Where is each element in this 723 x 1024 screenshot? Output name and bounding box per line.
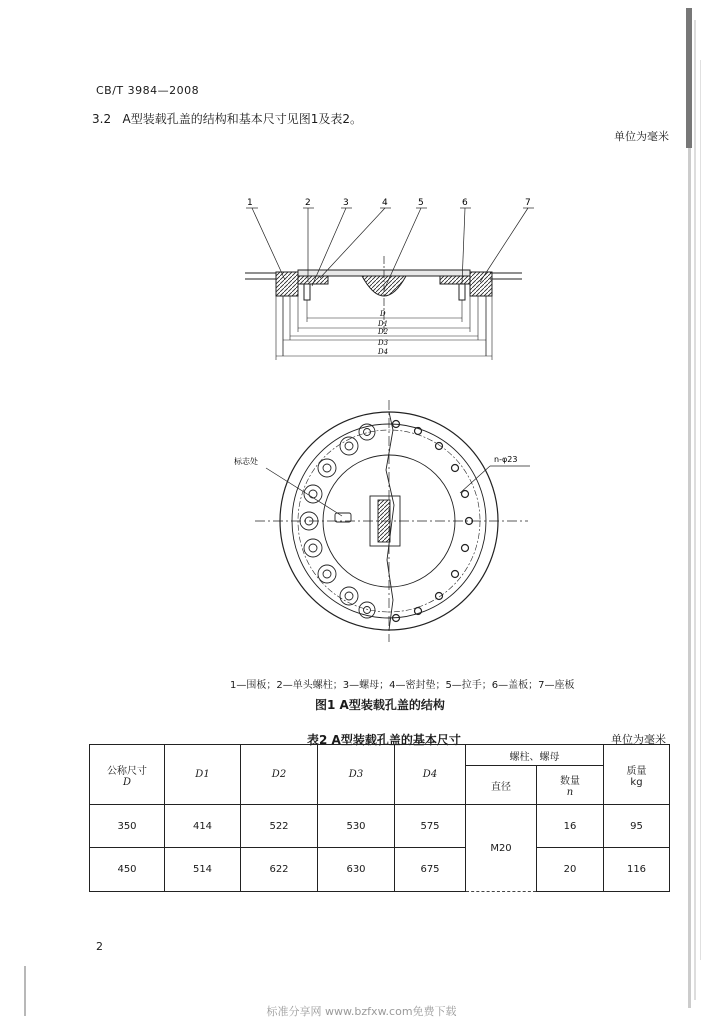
section-view — [245, 198, 534, 360]
dim-D4: D4 — [378, 348, 389, 356]
dim-D2: D2 — [378, 328, 389, 336]
bolt-hole-label: n-φ23 — [494, 455, 518, 464]
header-d2: D2 — [241, 745, 318, 805]
dimensions-table — [89, 744, 670, 892]
header-d1: D1 — [165, 745, 241, 805]
watermark: 标准分享网 www.bzfxw.com免费下载 — [266, 1005, 457, 1018]
callout-2: 2 — [305, 198, 311, 208]
figure-legend: 1—围板；2—单头螺柱；3—螺母；4—密封垫；5—拉手；6—盖板；7—座板 — [230, 680, 575, 691]
callout-1: 1 — [247, 198, 253, 208]
scan-left-noise — [20, 960, 32, 1020]
callout-3: 3 — [343, 198, 349, 208]
scan-edge-noise — [684, 0, 723, 1024]
page-number: 2 — [96, 940, 103, 953]
table-unit-note: 单位为毫米 — [611, 733, 666, 746]
header-nominal: 公称尺寸 D — [90, 745, 165, 805]
diameter-value: M20 — [466, 805, 537, 892]
document-code: CB/T 3984—2008 — [96, 84, 200, 97]
header-d3: D3 — [318, 745, 395, 805]
table-row: 450 514 622 630 675 20 116 — [90, 848, 670, 892]
dim-D: D — [380, 310, 386, 318]
header-qty: 数量 n — [537, 766, 604, 805]
header-row-1 — [90, 745, 670, 766]
callout-4: 4 — [382, 198, 388, 208]
table-row: 350 414 522 530 575 M20 16 95 — [90, 805, 670, 848]
callout-5: 5 — [418, 198, 424, 208]
header-bolt-group: 螺柱、螺母 — [466, 745, 604, 766]
right-seat-hatch — [470, 272, 492, 296]
plan-view — [234, 400, 530, 642]
section-text: A型装载孔盖的结构和基本尺寸见图1及表2。 — [122, 112, 363, 126]
callout-6: 6 — [462, 198, 468, 208]
section-number: 3.2 — [92, 112, 112, 126]
unit-note: 单位为毫米 — [614, 130, 669, 143]
header-d4: D4 — [395, 745, 466, 805]
dim-D1: D1 — [378, 320, 389, 328]
table-caption: 表2 A型装载孔盖的基本尺寸 — [307, 733, 461, 747]
header-mass: 质量 kg — [604, 745, 670, 805]
dim-D3: D3 — [378, 339, 389, 347]
left-seat-hatch — [276, 272, 298, 296]
callout-7: 7 — [525, 198, 531, 208]
figure-caption: 图1 A型装载孔盖的结构 — [315, 698, 445, 712]
header-diameter: 直径 — [466, 766, 537, 805]
mark-label: 标志处 — [234, 457, 258, 466]
